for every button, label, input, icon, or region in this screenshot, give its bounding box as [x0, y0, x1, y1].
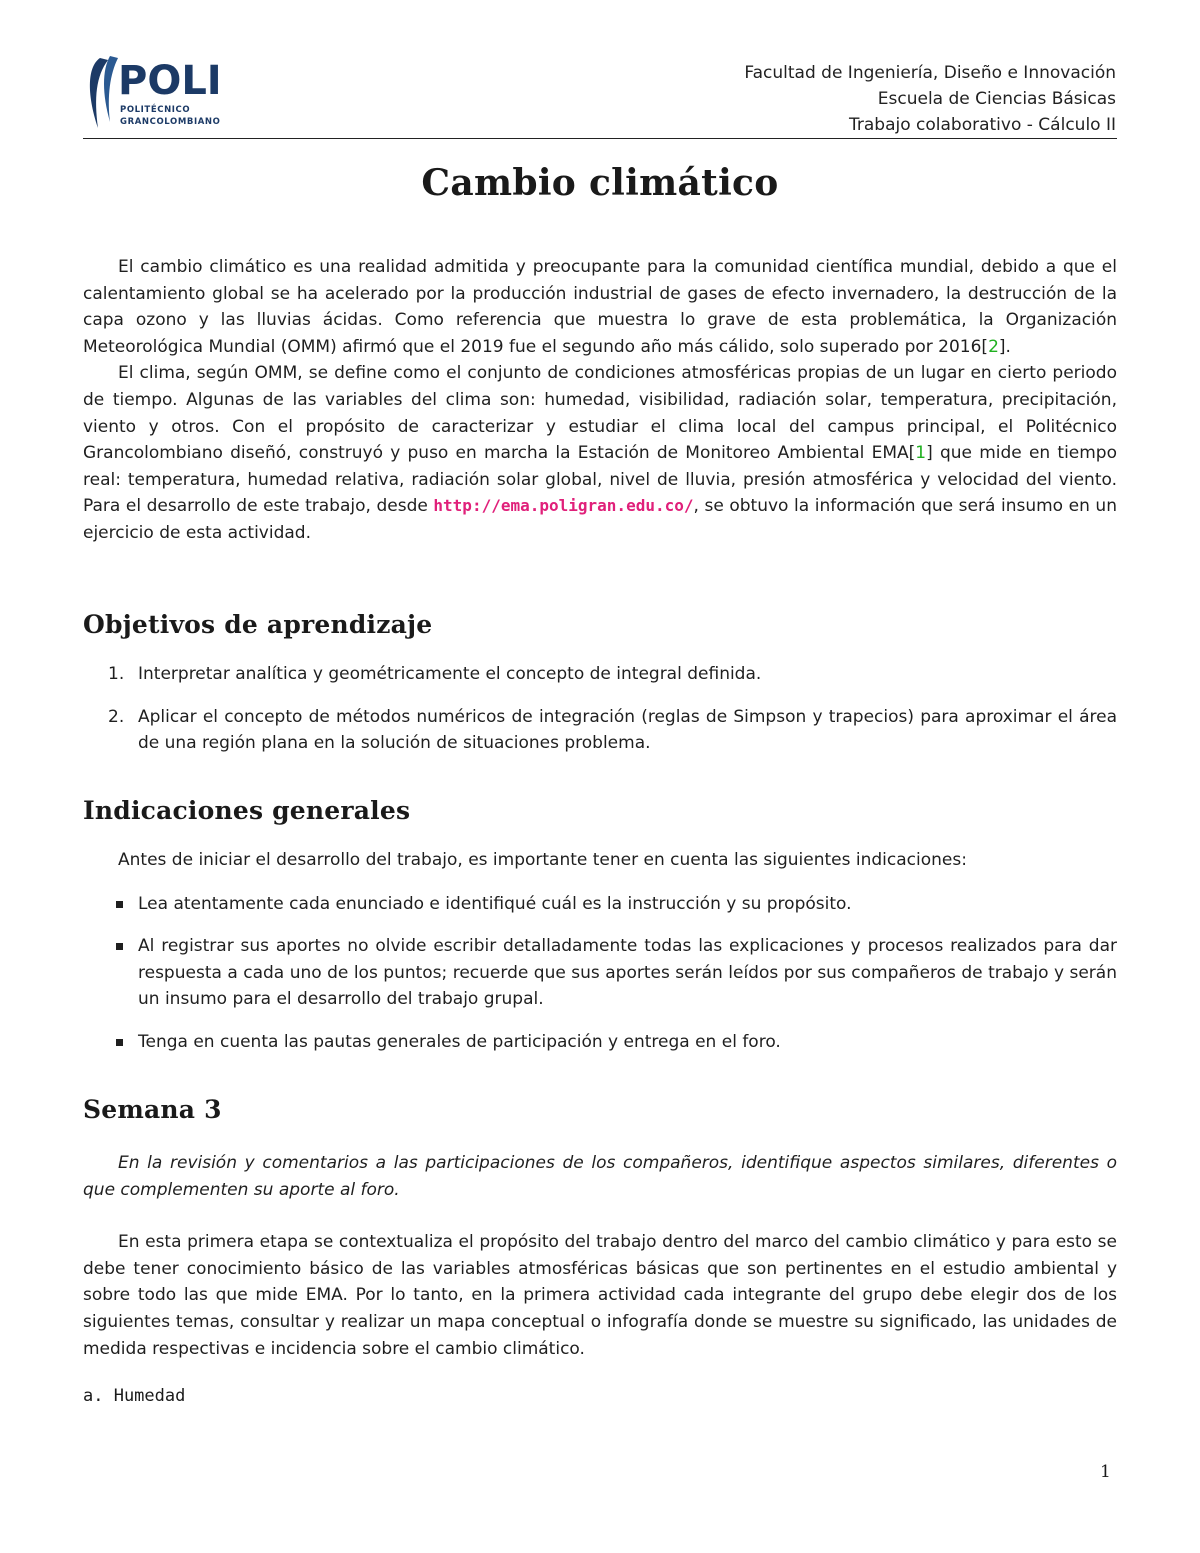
logo-subtitle-2: GRANCOLOMBIANO	[120, 117, 221, 127]
objetivos-list	[83, 661, 1117, 757]
objetivos-heading: Objetivos de aprendizaje	[83, 610, 433, 639]
header-divider	[83, 138, 1117, 139]
logo-subtitle-1: POLITÉCNICO	[120, 105, 191, 115]
bullet-icon	[116, 943, 123, 950]
header-info	[744, 60, 1116, 138]
list-item: 2. Aplicar el concepto de métodos numéricos de integración (reglas de Simpson y trapecios) para aproximar el área de una región plana en la solución de situaciones problema.	[108, 706, 1117, 754]
header-school: Escuela de Ciencias Básicas	[877, 89, 1116, 109]
semana-paragraph: En esta primera etapa se contextualiza el propósito del trabajo dentro del marco del cambio climático y para esto se debe tener conocimiento básico de las variables atmosféricas básicas que son pertinentes en el estudio ambiental y sobre todo las que mide EMA. Por lo tanto, en la primera actividad cada integrante del grupo debe elegir dos de los siguientes temas, consultar y realizar un mapa conceptual o infografía donde se muestre su significado, las unidades de medida respectivas e incidencia sobre el cambio climático.	[83, 1232, 1117, 1359]
citation-link-2[interactable]: 2	[988, 336, 999, 357]
bullet-icon	[116, 1039, 123, 1046]
objetivos-list-wrap	[83, 661, 1117, 757]
indicaciones-list	[83, 891, 1117, 1056]
intro-paragraph-2: El clima, según OMM, se define como el conjunto de condiciones atmosféricas propias de un lugar en cierto periodo de tiempo. Algunas de las variables del clima son: humedad, visibilidad, radiación solar, temperatura, precipitación, viento y otros. Con el propósito de caracterizar y estudiar el clima local del campus principal, el Politécnico Grancolombiano diseñó, construyó y puso en marcha la Estación de Monitoreo Ambiental EMA[1] que mide en tiempo real: temperatura, humedad relativa, radiación solar global, nivel de lluvia, presión atmosférica y velocidad del viento. Para el desarrollo de este trabajo, desde http://ema.poligran.edu.co/, se obtuvo la información que será insumo en un ejercicio de esta actividad.	[83, 363, 1118, 543]
topic-item-a: a. Humedad	[83, 1386, 186, 1406]
list-item: Tenga en cuenta las pautas generales de participación y entrega en el foro.	[83, 1029, 1117, 1056]
list-item: 1. Interpretar analítica y geométricamente el concepto de integral definida.	[108, 664, 762, 684]
indicaciones-section	[83, 847, 1117, 1056]
indicaciones-heading: Indicaciones generales	[83, 796, 411, 825]
semana-section	[83, 1150, 1117, 1362]
list-item: Al registrar sus aportes no olvide escribir detalladamente todas las explicaciones y procesos realizados para dar respuesta a cada uno de los puntos; recuerde que sus aportes serán leídos por sus compañeros de trabajo y serán un insumo para el desarrollo del trabajo grupal.	[83, 933, 1117, 1013]
logo-brand-text: POLI	[118, 58, 222, 104]
page-number: 1	[1100, 1462, 1111, 1482]
intro-paragraph-1: El cambio climático es una realidad admitida y preocupante para la comunidad científica mundial, debido a que el calentamiento global se ha acelerado por la producción industrial de gases de efecto invernadero, la destrucción de la capa ozono y las lluvias ácidas. Como referencia que muestra lo grave de esta problemática, la Organización Meteorológica Mundial (OMM) afirmó que el 2019 fue el segundo año más cálido, solo superado por 2016[2].	[83, 257, 1117, 357]
list-item: Lea atentamente cada enunciado e identifiqué cuál es la instrucción y su propósito.	[83, 891, 1117, 918]
header-course: Trabajo colaborativo - Cálculo II	[849, 115, 1116, 135]
citation-link-1[interactable]: 1	[915, 443, 927, 464]
indicaciones-intro: Antes de iniciar el desarrollo del trabajo, es importante tener en cuenta las siguientes indicaciones:	[118, 850, 967, 870]
ema-url-link[interactable]: http://ema.poligran.edu.co/	[433, 496, 694, 516]
semana-italic-note: En la revisión y comentarios a las participaciones de los compañeros, identifique aspectos similares, diferentes o que complementen su aporte al foro.	[83, 1153, 1117, 1200]
bullet-icon	[116, 901, 123, 908]
poli-logo	[80, 52, 230, 136]
intro-section	[83, 254, 1117, 547]
semana-heading: Semana 3	[83, 1095, 222, 1124]
header-faculty: Facultad de Ingeniería, Diseño e Innovación	[744, 63, 1116, 83]
document-title: Cambio climático	[421, 162, 779, 204]
